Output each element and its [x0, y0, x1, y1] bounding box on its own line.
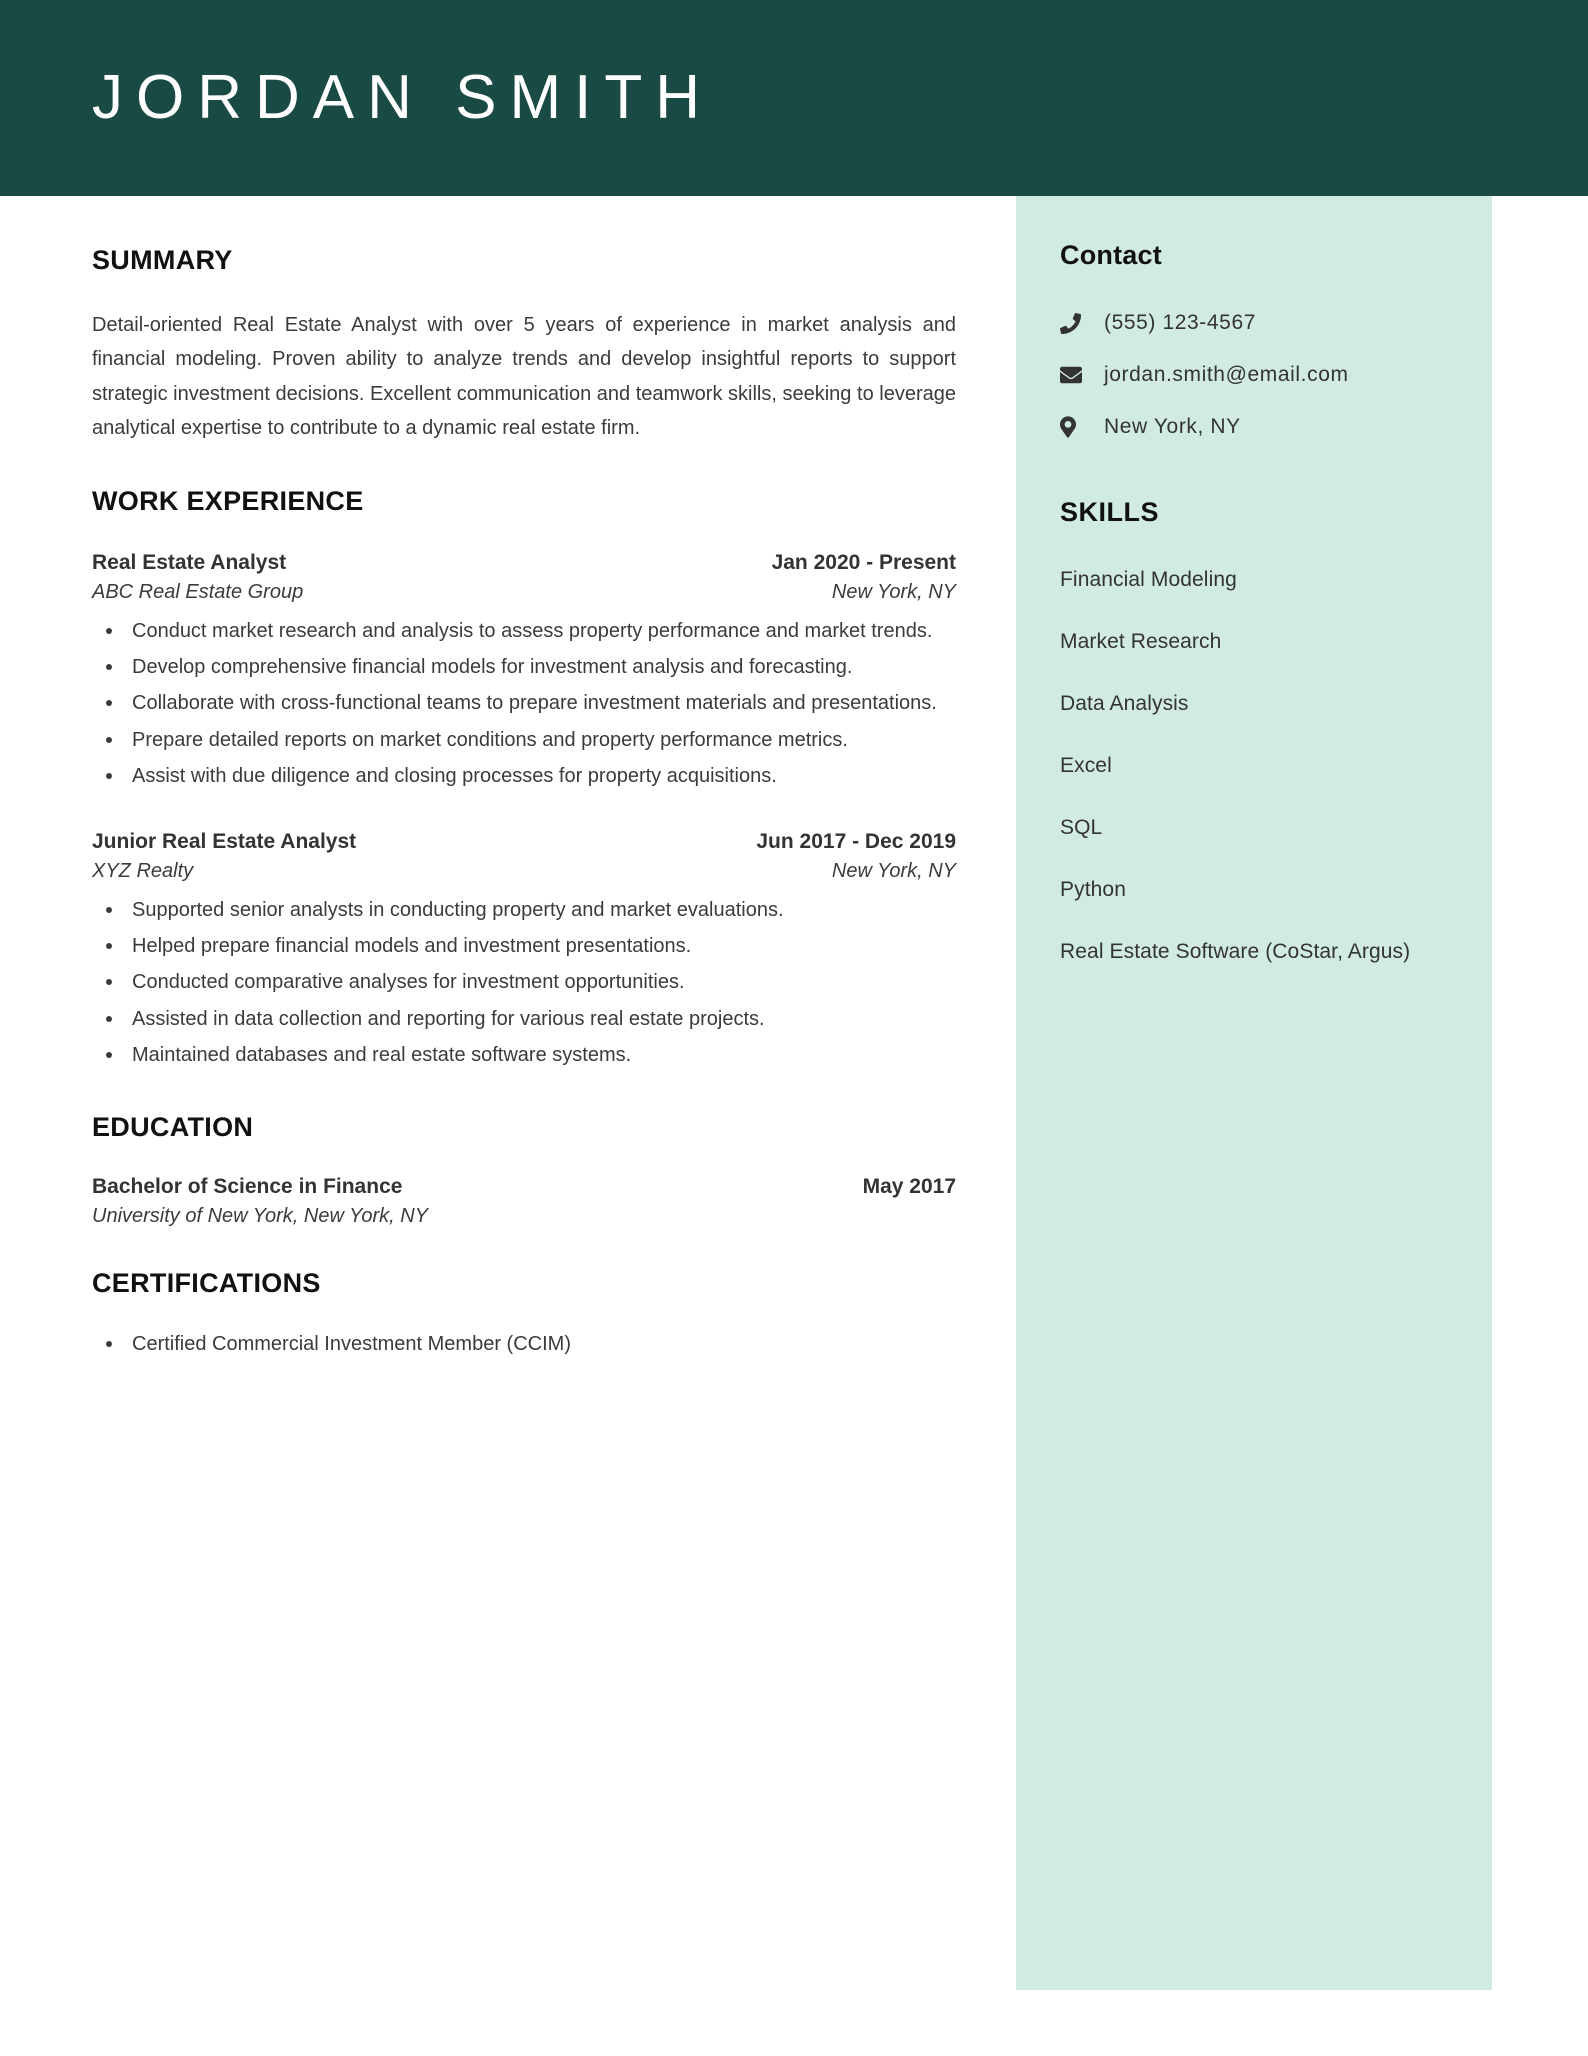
- list-item: Certified Commercial Investment Member (CCIM): [128, 1327, 956, 1361]
- certifications-list: [92, 1327, 956, 1361]
- contact-location-value: New York, NY: [1104, 415, 1241, 438]
- job-date: Jun 2017 - Dec 2019: [756, 829, 956, 853]
- skills-heading: SKILLS: [1060, 497, 1160, 527]
- skills-list: [1060, 568, 1462, 964]
- education-entry-header: [92, 1175, 956, 1199]
- education-entry: [92, 1175, 956, 1228]
- summary-text: Detail-oriented Real Estate Analyst with over 5 years of experience in market analysis and financial modeling. Proven ability to analyze trends and develop insightful reports to support strategic investment decisions. Excellent communication and teamwork skills, seeking to leverage analytical expertise to contribute to a dynamic real estate firm.: [92, 314, 956, 440]
- skill-item: Real Estate Software (CoStar, Argus): [1060, 940, 1411, 963]
- list-item: Collaborate with cross-functional teams to prepare investment materials and presentations.: [128, 686, 956, 720]
- candidate-name: JORDAN SMITH: [92, 63, 713, 132]
- skill-item: Financial Modeling: [1060, 568, 1237, 591]
- list-item: Conducted comparative analyses for investment opportunities.: [128, 965, 956, 999]
- list-item: Develop comprehensive financial models for investment analysis and forecasting.: [128, 650, 956, 684]
- work-entry-header: [92, 551, 956, 575]
- work-entry-subheader: [92, 860, 956, 883]
- contact-list: [1060, 311, 1462, 439]
- work-entry-subheader: [92, 581, 956, 604]
- work-experience-section: [92, 486, 956, 1073]
- work-entry: [92, 830, 956, 1073]
- degree-title: Bachelor of Science in Finance: [92, 1175, 403, 1199]
- skill-item: Excel: [1060, 754, 1112, 777]
- job-bullets: [92, 614, 956, 794]
- contact-email-value: jordan.smith@email.com: [1104, 363, 1349, 386]
- job-title: Real Estate Analyst: [92, 550, 287, 574]
- phone-icon: [1060, 313, 1094, 334]
- job-company: ABC Real Estate Group: [92, 580, 304, 603]
- job-location: New York, NY: [831, 580, 956, 603]
- list-item: Assist with due diligence and closing processes for property acquisitions.: [128, 759, 956, 793]
- work-entry-header: [92, 830, 956, 854]
- summary-heading: SUMMARY: [92, 245, 233, 275]
- list-item: Conduct market research and analysis to assess property performance and market trends.: [128, 614, 956, 648]
- list-item: Helped prepare financial models and investment presentations.: [128, 929, 956, 963]
- skill-item: Data Analysis: [1060, 692, 1189, 715]
- skill-item: SQL: [1060, 816, 1103, 839]
- contact-phone-value: (555) 123-4567: [1104, 311, 1257, 334]
- envelope-icon: [1060, 364, 1094, 386]
- skill-item: Python: [1060, 878, 1126, 901]
- education-heading: EDUCATION: [92, 1112, 254, 1143]
- job-company: XYZ Realty: [92, 859, 194, 882]
- skill-item: Market Research: [1060, 630, 1222, 653]
- contact-heading: Contact: [1060, 240, 1162, 270]
- list-item: Prepare detailed reports on market conditions and property performance metrics.: [128, 723, 956, 757]
- header-banner: [0, 0, 1588, 196]
- list-item: Supported senior analysts in conducting property and market evaluations.: [128, 893, 956, 927]
- list-item: Maintained databases and real estate software systems.: [128, 1038, 956, 1072]
- work-entry: [92, 551, 956, 794]
- list-item: Assisted in data collection and reporting for various real estate projects.: [128, 1002, 956, 1036]
- job-bullets: [92, 893, 956, 1073]
- education-section: [92, 1112, 956, 1228]
- summary-section: [92, 245, 956, 446]
- certifications-heading: CERTIFICATIONS: [92, 1268, 321, 1299]
- job-date: Jan 2020 - Present: [771, 550, 956, 574]
- institution-name: University of New York, New York, NY: [92, 1205, 429, 1228]
- contact-item-email: [1060, 363, 1462, 387]
- education-entry-subheader: [92, 1205, 956, 1228]
- contact-item-location: [1060, 415, 1462, 439]
- main-content: [92, 196, 956, 1364]
- job-location: New York, NY: [831, 859, 956, 882]
- map-pin-icon: [1060, 416, 1094, 438]
- contact-item-phone: [1060, 311, 1462, 335]
- certifications-section: [92, 1268, 956, 1361]
- sidebar: [1016, 196, 1492, 1990]
- job-title: Junior Real Estate Analyst: [92, 829, 357, 853]
- degree-date: May 2017: [862, 1175, 956, 1199]
- work-experience-heading: WORK EXPERIENCE: [92, 485, 364, 516]
